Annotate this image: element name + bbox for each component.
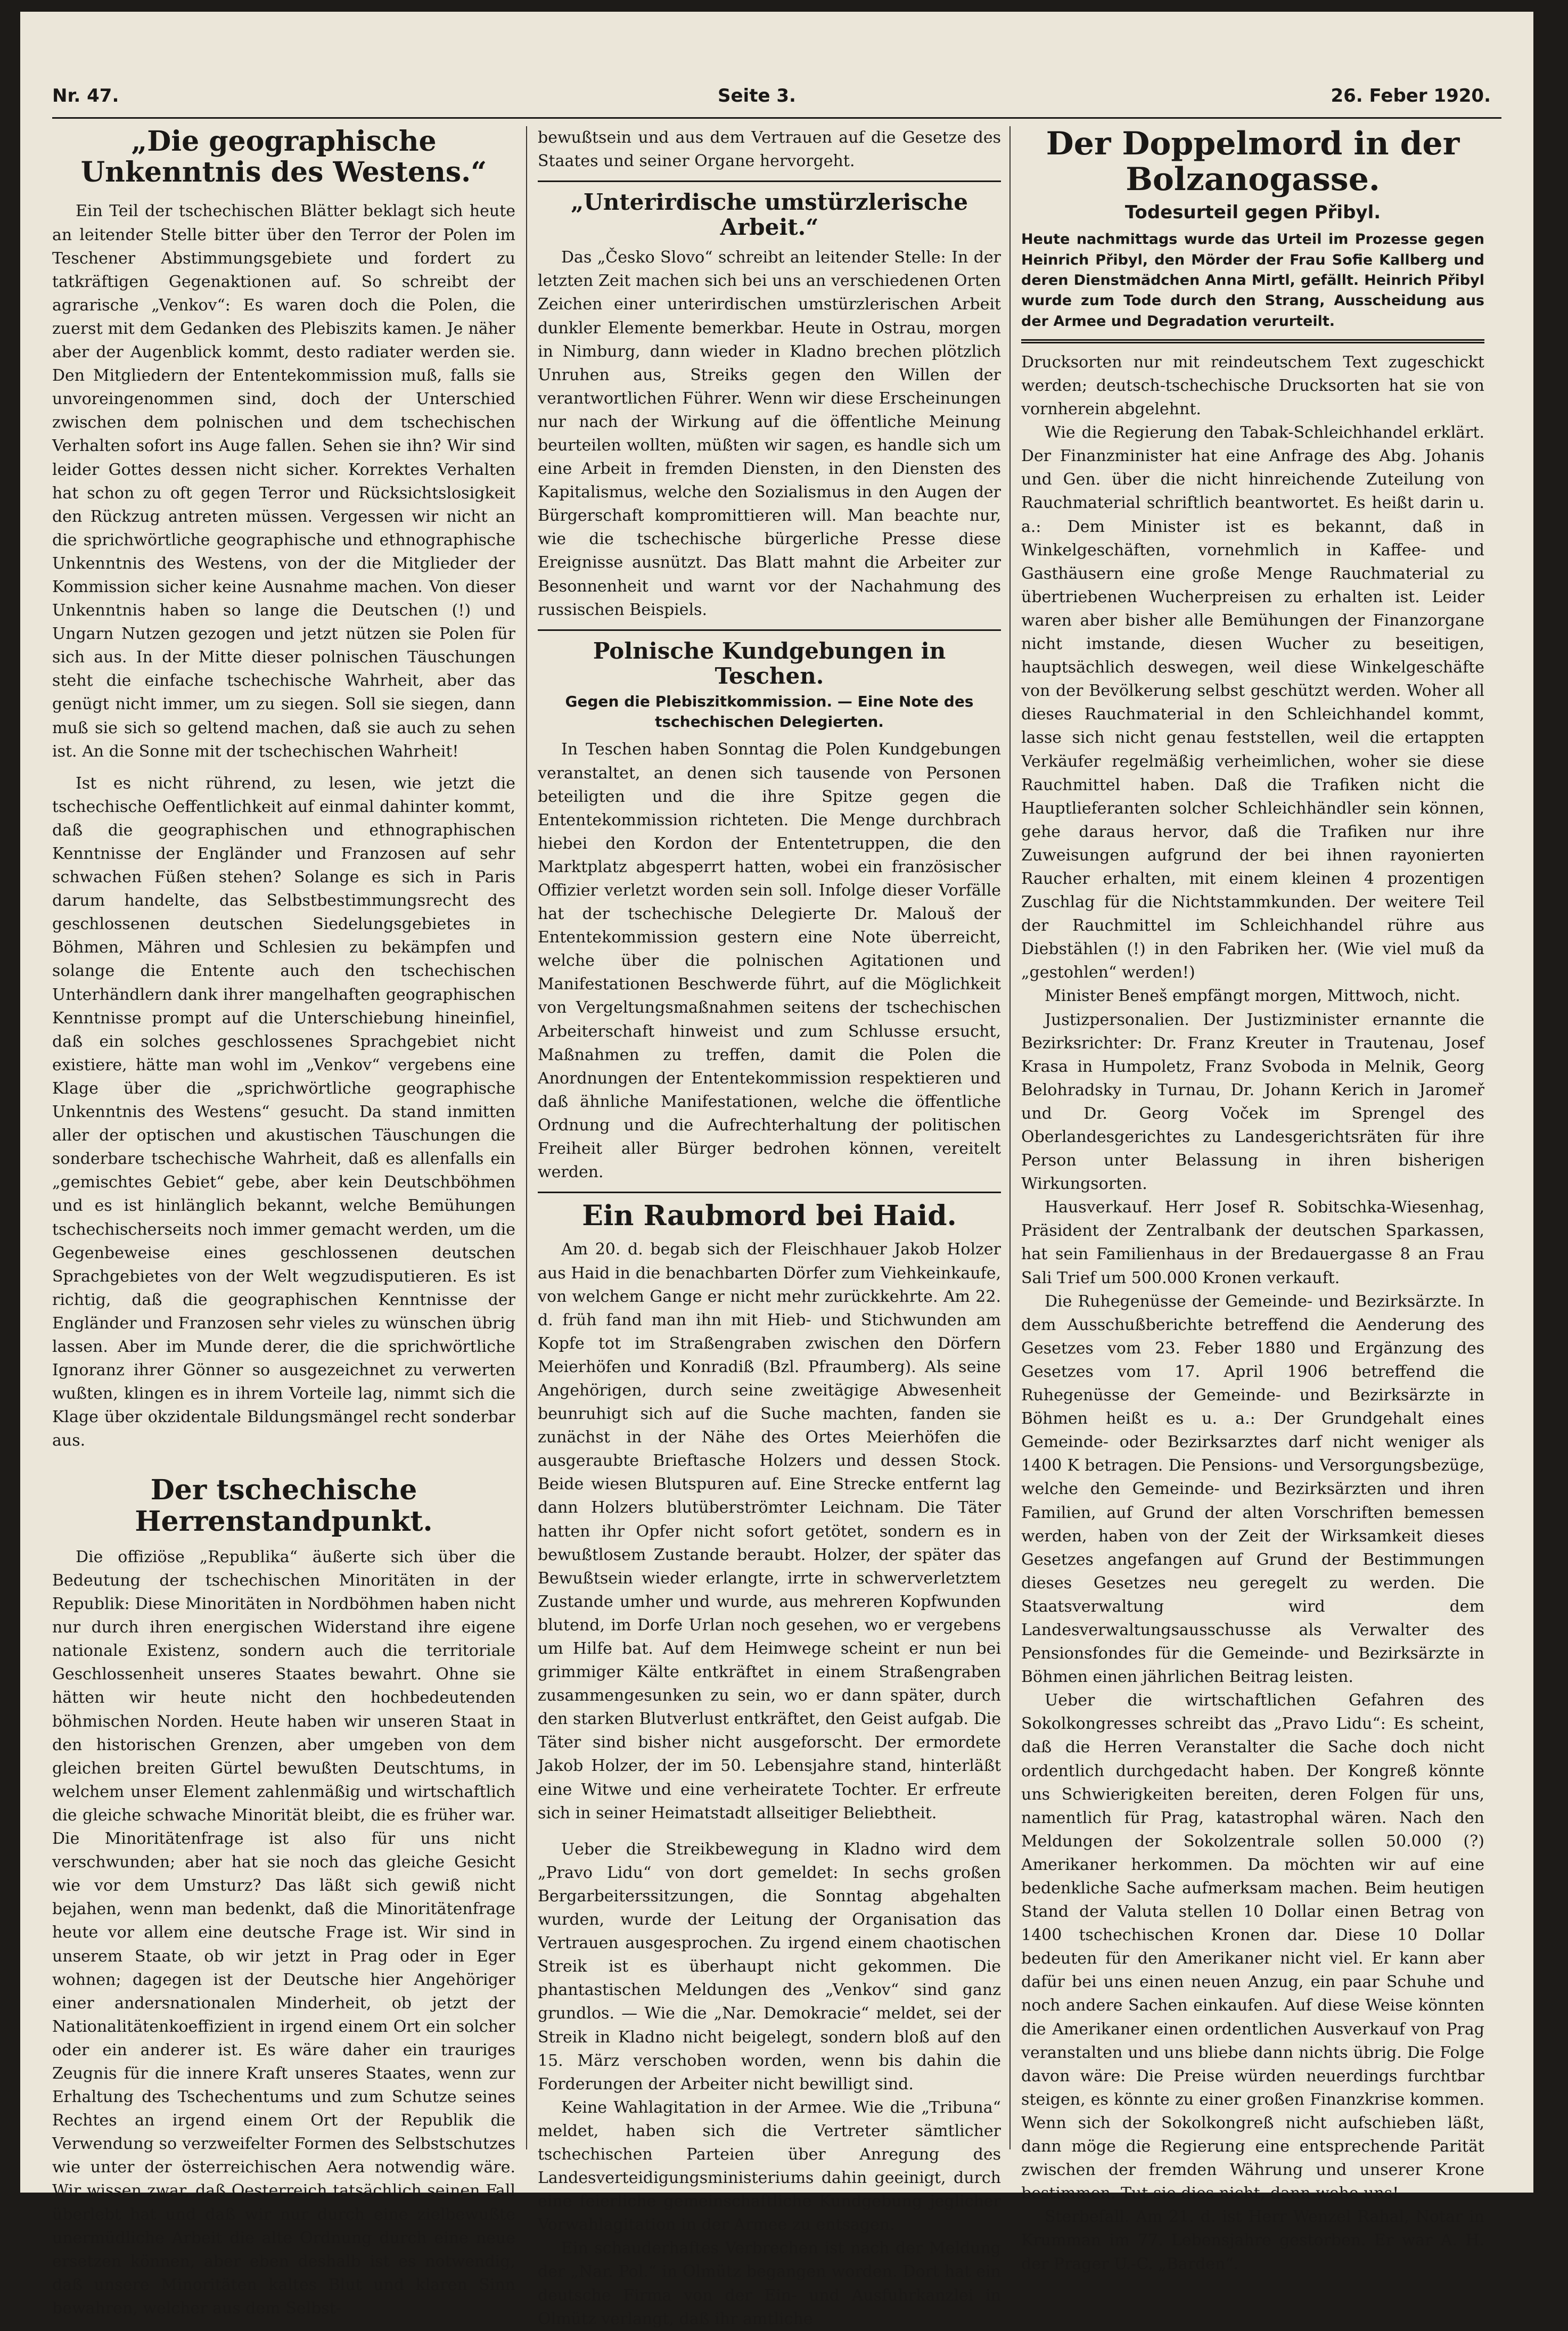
column-divider [1009,126,1011,2149]
article-paragraph: Am 20. d. begab sich der Fleischhauer Jakob Holzer aus Haid in die benachbarten Dörfer zum Viehkeinkaufe, von welchem Gange er nicht mehr zurückkehrte. Am 22. d. früh fand man ihn mit Hieb- und Stichwunden am Kopfe tot im Straßengraben zwischen den Dörfern Meierhöfen und Konradiß (Bzl. Pfraumberg). Als seine Angehörigen, durch seine zweitägige Abwesenheit beunruhigt sich auf die Suche machten, fanden sie zunächst in der Nähe des Ortes Meierhöfen die ausgeraubte Brieftasche Holzers und dessen Stock. Beide wiesen Blutspuren auf. Eine Strecke entfernt lag dann Holzers blutüberströmter Leichnam. Die Täter hatten ihr Opfer nicht sofort getötet, sondern es in bewußtlosem Zustande beraubt. Holzer, der später das Bewußtsein wieder erlangte, irrte in schwerverletztem Zustande umher und wurde, aus mehreren Kopfwunden blutend, im Dorfe Urlan noch gesehen, wo er vergebens um Hilfe bat. Auf dem Heimwege scheint er nun bei grimmiger Kälte entkräftet in einem Straßengraben zusammengesunken zu sein, wo er dann später, durch den starken Blutverlust entkräftet, den Geist aufgab. Die Täter sind bisher nicht ausgeforscht. Der ermordete Jakob Holzer, der im 50. Lebensjahre stand, hinterläßt eine Witwe und eine verheiratete Tochter. Er erfreute sich in seiner Heimatstadt allseitiger Beliebtheit. [538,1240,1001,1823]
article-paragraph: Keine Wahlagitation in der Armee. Wie die „Tribuna“ meldet, haben sich die Vertreter sämtlicher tschechischen Parteien über Anregung des Landesverteidigungsministeriums dahin geeinigt, durch eine feierliche gemeinschaftliche Kundgebung jeglicher Vorwahlagitation in der Armee zu entsagen. [538,2098,1001,2235]
article-title: „Unterirdische umstürzlerische Arbeit.“ [571,189,968,241]
article-paragraph: bewußtsein und aus dem Vertrauen auf die Gesetze des Staates und seiner Organe hervorgeht. [538,128,1001,171]
column-3 [1021,125,1484,2273]
page-number: Seite 3. [718,85,796,106]
article-paragraph: In Teschen haben Sonntag die Polen Kundgebungen veranstaltet, an denen sich tausende von Personen beteiligten und die ihre Spitze gegen die Ententekommission richteten. Die Menge durchbrach hiebei den Kordon der Ententetruppen, die den Marktplatz abgesperrt hatten, wobei ein französischer Offizier verletzt worden sein soll. Infolge dieser Vorfälle hat der tschechische Delegierte Dr. Malouš der Ententekommission gestern eine Note überreicht, welche über die polnischen Agitationen und Manifestationen Beschwerde führt, auf die Möglichkeit von Vergeltungsmaßnahmen seitens der tschechischen Arbeiterschaft hinweist und zum Schlusse ersucht, Maßnahmen zu treffen, damit die Polen die Anordnungen der Ententekommission respektieren und daß ähnliche Manifestationen, welche die öffentliche Ordnung und die Aufrechterhaltung der politischen Freiheit aller Bürger bedrohen können, vereitelt werden. [538,740,1001,1182]
article-subtitle: Gegen die Plebiszitkommission. — Eine Note des tschechischen Delegierten. [565,692,974,731]
article-paragraph: Ueber die Streikbewegung in Kladno wird dem „Pravo Lidu“ von dort gemeldet: In sechs großen Bergarbeiterssitzungen, die Sonntag abgehalten wurden, wurde der Leitung der Organisation das Vertrauen ausgesprochen. Zu irgend einem chaotischen Streik ist es überhaupt nicht gekommen. Die phantastischen Meldungen des „Venkov“ sind ganz grundlos. — Wie die „Nar. Demokracie“ meldet, sei der Streik in Kladno nicht beigelegt, sondern bloß auf den 15. März verschoben worden, wenn bis dahin die Forderungen der Arbeiter nicht bewilligt sind. [538,1840,1001,2094]
column-divider [526,126,527,2149]
section-rule [538,629,1001,631]
column-1 [52,125,515,2318]
article-paragraph: Hausverkauf. Herr Josef R. Sobitschka-Wiesenhag, Präsident der Zentralbank der deutschen Sparkassen, hat sein Familienhaus in der Bredauergasse 8 an Frau Sali Trief um 500.000 Kronen verkauft. [1021,1198,1484,1287]
article-paragraph: Die offiziöse „Republika“ äußerte sich über die Bedeutung der tschechischen Minoritäten in der Republik: Diese Minoritäten in Nordböhmen haben nicht nur durch ihren energischen Widerstand ihre eigene nationale Existenz, sondern auch die territoriale Geschlossenheit unseres Staates bewahrt. Ohne sie hätten wir heute nicht den hochbedeutenden böhmischen Norden. Heute haben wir unseren Staat in den historischen Grenzen, aber umgeben von dem gleichen breiten Gürtel bewußten Deutschtums, in welchem unser Element zahlenmäßig und wirtschaftlich die gleiche schwache Minorität bleibt, die es früher war. Die Minoritätenfrage ist also für uns nicht verschwunden; aber hat sie noch das gleiche Gesicht wie vor dem Umsturz? Das läßt sich gewiß nicht bejahen, wenn man bedenkt, daß die Minoritätenfrage heute vor allem eine deutsche Frage ist. Wir sind in unserem Staate, ob wir jetzt in Prag oder in Eger wohnen; dagegen ist der Deutsche hier Angehöriger einer andersnationalen Minderheit, ob jetzt der Nationalitätenkoeffizient in irgend einem Ort ein solcher oder ein anderer ist. Es wäre daher ein trauriges Zeugnis für die innere Kraft unseres Staates, wenn zur Erhaltung des Tschechentums und zum Schutze seines Rechtes an irgend einem Ort der Republik die Verwendung so verzweifelter Formen des Selbstschutzes wie unter der österreichischen Aera notwendig wäre. Wir wissen zwar, daß Oesterreich tatsächlich seinen Fall überlebt hat und daß wir nur durch eine zielbewußte unermüdliche Arbeit die alte Ordnung durch eine neue ersetzen können, aber eben deshalb ist es notwendig, daß unsere Minoritäten kaltes Blut und klaren Sinn bewahren, welcher aus dem Selbst- [52,1547,515,2318]
article-paragraph: Das „Česko Slovo“ schreibt an leitender Stelle: In der letzten Zeit machen sich bei uns an verschiedenen Orten Zeichen einer unterirdischen umstürzlerischen Arbeit dunkler Elemente bemerkbar. Heute in Ostrau, morgen in Nimburg, dann wieder in Kladno brechen plötzlich Unruhen aus, Streiks gegen den Willen der verantwortlichen Führer. Wenn wir diese Erscheinungen nur nach der Wirkung auf die öffentliche Meinung beurteilen wollten, müßten wir sagen, es handle sich um eine Arbeit in fremden Diensten, in den Diensten des Kapitalismus, welche den Sozialismus in den Augen der Bürgerschaft kompromittieren will. Man beachte nur, wie die tschechische bürgerliche Presse diese Ereignisse ausnützt. Das Blatt mahnt die Arbeiter zur Besonnenheit und warnt vor der Nachahmung des russischen Beispiels. [538,248,1001,619]
issue-number: Nr. 47. [52,85,119,106]
article-subtitle: Todesurteil gegen Přibyl. [1124,202,1381,224]
article-paragraph: Ueber die wirtschaftlichen Gefahren des Sokolkongresses schreibt das „Pravo Lidu“: Es scheint, daß die Herren Veranstalter die Sache doch nicht ordentlich durchgedacht haben. Der Kongreß könnte uns Schwierigkeiten bereiten, deren Folgen für uns, namentlich für Prag, katastrophal wären. Nach den Meldungen der Sokolzentrale sollen 50.000 (?) Amerikaner herkommen. Da möchten wir auf eine bedenkliche Sache aufmerksam machen. Beim heutigen Stand der Valuta stellen 10 Dollar einen Betrag von 1400 tschechischen Kronen dar. Diese 10 Dollar bedeuten für den Amerikaner nicht viel. Er kann aber dafür bei uns einen neuen Anzug, ein paar Schuhe und noch andere Sachen einkaufen. Auf diese Weise könnten die Amerikaner einen ordentlichen Ausverkauf von Prag veranstalten und uns bliebe dann nichts übrig. Die Folge davon wäre: Die Preise würden neuerdings furchtbar steigen, es könnte zu einer großen Finanzkrise kommen. Wenn sich der Sokolkongreß nicht aufschieben läßt, dann möge die Regierung eine entsprechende Parität zwischen der fremden Währung und unserer Krone bestimmen. Tut sie dies nicht, dann wehe uns! [1021,1691,1484,2203]
article-paragraph: Drucksorten nur mit reindeutschem Text zugeschickt werden; deutsch-tschechische Drucksorten hat sie von vornherein abgelehnt. [1021,352,1484,419]
article-lead: Heute nachmittags wurde das Urteil im Prozesse gegen Heinrich Přibyl, den Mörder der Frau Sofie Kallberg und deren Dienstmädchen Anna Mirtl, gefällt. Heinrich Přibyl wurde zum Tode durch den Strang, Ausscheidung aus der Armee und Degradation verurteilt. [1021,231,1484,330]
issue-date: 26. Feber 1920. [1331,85,1491,106]
article-title: Der tschechische Herrenstandpunkt. [135,1474,433,1538]
section-rule [538,180,1001,182]
section-rule [538,1192,1001,1193]
article-title: Ein Raubmord bei Haid. [582,1200,957,1233]
newspaper-page [20,12,1533,2328]
article-paragraph: Minister Beneš empfängt morgen, Mittwoch, nicht. [1045,987,1460,1006]
section-rule [1021,339,1484,343]
column-2 [538,126,1001,2328]
article-paragraph: Die Ruhegenüsse der Gemeinde- und Bezirksärzte. In dem Ausschußberichte betreffend die Aenderung des Gesetzes vom 23. Feber 1880 und Ergänzung des Gesetzes vom 17. April 1906 betreffend die Ruhegenüsse der Gemeinde- und Bezirksärzte in Böhmen heißt es u. a.: Der Grundgehalt eines Gemeinde- oder Bezirksarztes darf nicht weniger als 1400 K betragen. Die Pensions- und Versorgungsbezüge, welche den Gemeinde- und Bezirksärzten und ihren Familien, auf Grund der alten Vorschriften bemessen werden, haben von der Zeit der Wirksamkeit dieses Gesetzes angefangen auf Grund der Bestimmungen dieses Gesetzes neu geregelt zu werden. Die Staatsverwaltung wird dem Landesverwaltungsausschusse als Verwalter des Pensionsfondes für die Gemeinde- und Bezirksärzte in Böhmen einen jährlichen Beitrag leisten. [1021,1292,1484,1687]
article-paragraph: Justizpersonalien. Der Justizminister ernannte die Bezirksrichter: Dr. Franz Kreuter in Trautenau, Josef Krasa in Humpoletz, Franz Svoboda in Melnik, Georg Belohradsky in Turnau, Dr. Johann Kerich in Jaromeř und Dr. Georg Voček im Sprengel des Oberlandesgerichtes zu Landesgerichtsräten für ihre Person unter Belassung in ihren bisherigen Wirkungsorten. [1021,1010,1484,1194]
article-title: „Die geographische Unkenntnis des Westens.“ [80,125,487,189]
masthead [52,75,1501,112]
article-title: Der Doppelmord in der Bolzanogasse. [1046,125,1460,199]
article-paragraph: Ist es nicht rührend, zu lesen, wie jetzt die tschechische Oeffentlichkeit auf einmal dahinter kommt, daß die geographischen und ethnographischen Kenntnisse der Engländer und Franzosen auf sehr schwachen Füßen stehen? Solange es sich in Paris darum handelte, das Selbstbestimmungsrecht des geschlossenen deutschen Siedelungsgebietes in Böhmen, Mähren und Schlesien zu bekämpfen und solange die Entente auch den tschechischen Unterhändlern dank ihrer mangelhaften geographischen Kenntnisse prompt auf die Unterschiebung hineinfiel, daß ein solches geschlossenes Sprachgebiet nicht existiere, hätte man wohl im „Venkov“ vergebens eine Klage über die „sprichwörtliche geographische Unkenntnis des Westens“ gesucht. Da stand inmitten aller der optischen und akustischen Täuschungen die sonderbare tschechische Wahrheit, daß es allenfalls ein „gemischtes Gebiet“ gebe, aber kein Deutschböhmen und es ist hinlänglich bekannt, welche Bemühungen tschechischerseits noch immer gemacht werden, um die Gegenbeweise eines geschlossenen deutschen Sprachgebietes von der Welt wegzudisputieren. Es ist richtig, daß die geographischen Kenntnisse der Engländer und Franzosen sehr vieles zu wünschen übrig lassen. Aber im Munde derer, die die sprichwörtliche Ignoranz ihrer Gönner so ausgezeichnet zu verwerten wußten, klingen es in ihrem Vorteile lag, nimmt sich die Klage über okzidentale Bildungsmängel recht sonderbar aus. [52,774,515,1450]
article-paragraph: Ein schauderhaftes Verbrechen ist nach der Meldung der „Nar. Pol.“ in Olmütz begangen worden. Dort hat ein deutsche Firma von der Ein- und Ausfuhrkanzlei in Olmütz verlangt, daß ihr amtliche [538,2239,1001,2328]
article-title: Polnische Kundgebungen in Teschen. [593,637,946,689]
header-rule [52,117,1501,119]
article-paragraph: Wie die Regierung den Tabak-Schleichhandel erklärt. Der Finanzminister hat eine Anfrage des Abg. Johanis und Gen. über die nicht hinreichende Zuteilung von Rauchmaterial schriftlich beantwortet. Es heißt darin u. a.: Dem Minister ist es bekannt, daß in Winkelgeschäften, vornehmlich in Kaffee- und Gasthäusern eine große Menge Rauchmaterial zu übertriebenen Wucherpreisen zu erhalten ist. Leider waren aber bisher alle Bemühungen der Finanzorgane nicht imstande, diesen Wucher zu beseitigen, hauptsächlich deswegen, weil diese Winkelgeschäfte von der Bevölkerung selbst geschützt werden. Woher all dieses Rauchmaterial in den Schleichhandel kommt, lasse sich nicht genau feststellen, weil die ertappten Verkäufer regelmäßig verheimlichen, woher sie diese Rauchmittel haben. Daß die Trafiken nicht die Hauptlieferanten solcher Schleichhändler sein können, gehe daraus hervor, daß die Trafiken nur ihre Zuweisungen aufgrund der bei ihnen rayonierten Raucher erhalten, mit einem kleinen 4 prozentigen Zuschlag für die Nichtstammkunden. Der weitere Teil der Rauchmittel im Schleichhandel rühre aus Diebstählen (!) in den Fabriken her. (Wie viel muß da „gestohlen“ werden!) [1021,423,1484,982]
article-paragraph: Ein Teil der tschechischen Blätter beklagt sich heute an leitender Stelle bitter über den Terror der Polen im Teschener Abstimmungsgebiete und fordert zu tatkräftigen Gegenaktionen auf. So schreibt der agrarische „Venkov“: Es waren doch die Polen, die zuerst mit dem Gedanken des Plebiszits kamen. Je näher aber der Augenblick kommt, desto radiater werden sie. Den Mitgliedern der Ententekommission muß, falls sie unvoreingenommen sind, doch der Unterschied zwischen dem polnischen und dem tschechischen Verhalten sofort ins Auge fallen. Sehen sie ihn? Wir sind leider Gottes dessen nicht sicher. Korrektes Verhalten hat schon zu oft gegen Terror und Rücksichtslosigkeit den Rückzug antreten müssen. Vergessen wir nicht an die sprichwörtliche geographische und ethnographische Unkenntnis des Westens, von der die Mitglieder der Kommission sicher keine Ausnahme machen. Von dieser Unkenntnis haben so lange die Deutschen (!) und Ungarn Nutzen gezogen und jetzt nützen sie Polen für sich aus. In der Mitte dieser polnischen Täuschungen steht die einfache tschechische Wahrheit, aber das genügt nicht immer, um zu siegen. Soll sie siegen, dann muß sie sich so geltend machen, daß sie auch zu sehen ist. An die Sonne mit der tschechischen Wahrheit! [52,202,515,761]
article-paragraph: Sterbefall. Am 21. d. ist Herr Wenzel Rahal, Notar in Krumman im 77. Lebensjahre gestorben. Er war A. H. der Prager U.-C. „Barden“. [1021,2207,1484,2273]
